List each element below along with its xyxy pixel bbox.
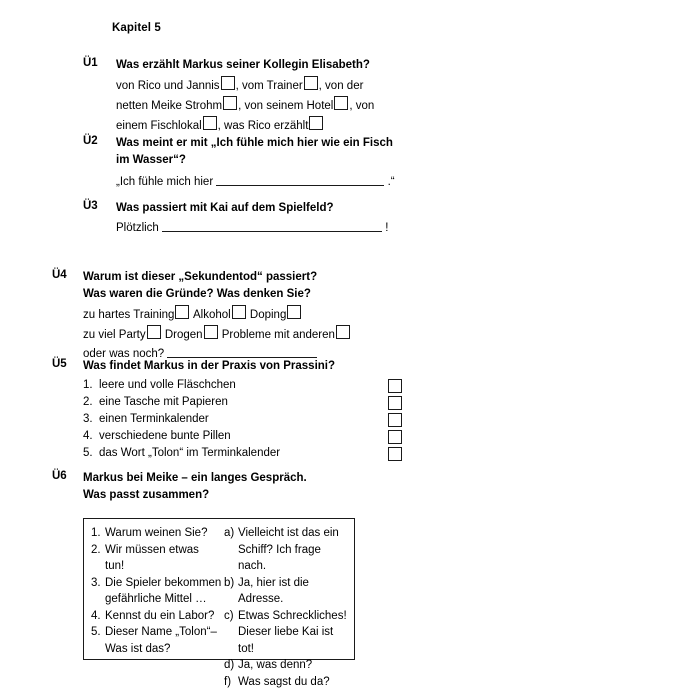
list-index: 3. (83, 411, 97, 428)
answer-prefix: Plötzlich (116, 222, 159, 234)
checkbox-2[interactable] (304, 76, 318, 90)
answer-line (116, 172, 636, 192)
match-text-cont: gefährliche Mittel … (105, 591, 223, 608)
match-label: a) (224, 525, 234, 542)
list-item (83, 377, 603, 394)
answer-blank[interactable] (216, 175, 384, 186)
match-text: Ja, hier ist die Adresse. (238, 575, 350, 608)
list-item (83, 445, 603, 462)
checkbox-5[interactable] (388, 447, 402, 461)
exercise-content (116, 135, 636, 192)
checkbox-1[interactable] (175, 305, 189, 319)
question-text-line2: Was waren die Gründe? Was denken Sie? (83, 286, 603, 303)
match-text-cont: Dieser liebe Kai ist tot! (238, 624, 350, 657)
list-index: 2. (83, 394, 97, 411)
exercise-content (116, 200, 636, 238)
option-label-2: , vom Trainer (236, 80, 303, 92)
option-label-3: Doping (250, 309, 286, 321)
option-label-7: einem Fischlokal (116, 120, 202, 132)
match-text: Kennst du ein Labor? (105, 608, 223, 625)
option-label-1: von Rico und Jannis (116, 80, 220, 92)
answer-suffix: .“ (388, 176, 395, 188)
checkbox-4[interactable] (334, 96, 348, 110)
match-item-4[interactable] (91, 608, 223, 625)
list-label: einen Terminkalender (99, 411, 209, 428)
checkbox-2[interactable] (232, 305, 246, 319)
list-label: eine Tasche mit Papieren (99, 394, 228, 411)
question-text-line1: Was meint er mit „Ich fühle mich hier wie ein Fisch (116, 135, 636, 152)
question-text: Was findet Markus in der Praxis von Prassini? (83, 358, 603, 375)
list-item (83, 411, 603, 428)
exercise-number: Ü3 (83, 200, 109, 212)
exercise-content (83, 269, 603, 364)
match-text: Etwas Schreckliches! (238, 608, 350, 625)
list-label: leere und volle Fläschchen (99, 377, 236, 394)
match-text: Die Spieler bekommen (105, 575, 223, 592)
chapter-title: Kapitel 5 (112, 22, 161, 34)
list-item (83, 394, 603, 411)
checkbox-4[interactable] (147, 325, 161, 339)
list-item (83, 428, 603, 445)
match-text: Ja, was denn? (238, 657, 350, 674)
checkbox-4[interactable] (388, 430, 402, 444)
answer-options (116, 76, 636, 136)
exercise-number: Ü4 (52, 269, 78, 281)
match-item-5[interactable] (91, 624, 223, 657)
list-index: 1. (83, 377, 97, 394)
match-text: Wir müssen etwas (105, 542, 223, 559)
exercise-content (116, 57, 636, 136)
match-label: 4. (91, 608, 101, 625)
match-label: f) (224, 674, 231, 690)
checkbox-5[interactable] (203, 116, 217, 130)
option-label-7: oder was noch? (83, 348, 164, 360)
checkbox-6[interactable] (309, 116, 323, 130)
answer-suffix: ! (385, 222, 388, 234)
option-label-3: , von der (319, 80, 364, 92)
matching-right-column (224, 525, 350, 690)
question-text-line1: Warum ist dieser „Sekundentod“ passiert? (83, 269, 603, 286)
match-label: b) (224, 575, 234, 592)
match-option-f[interactable] (224, 674, 350, 690)
match-label: 3. (91, 575, 101, 592)
match-item-2[interactable] (91, 542, 223, 575)
match-item-1[interactable] (91, 525, 223, 542)
option-label-6: , von (349, 100, 374, 112)
question-text: Was passiert mit Kai auf dem Spielfeld? (116, 200, 636, 217)
option-label-4: zu viel Party (83, 329, 146, 341)
question-text-line2: Was passt zusammen? (83, 487, 603, 504)
matching-left-column (91, 525, 223, 657)
matching-exercise-box (83, 518, 355, 660)
exercise-content (83, 470, 603, 504)
list-label: das Wort „Tolon“ im Terminkalender (99, 445, 280, 462)
answer-prefix: „Ich fühle mich hier (116, 176, 213, 188)
match-label: 2. (91, 542, 101, 559)
match-label: c) (224, 608, 234, 625)
match-option-c[interactable] (224, 608, 350, 658)
question-text-line2: im Wasser“? (116, 152, 636, 169)
exercise-number: Ü1 (83, 57, 109, 69)
checkbox-3[interactable] (287, 305, 301, 319)
list-index: 4. (83, 428, 97, 445)
question-text: Was erzählt Markus seiner Kollegin Elisabeth? (116, 57, 636, 74)
exercise-number: Ü6 (52, 470, 78, 482)
match-text: Dieser Name „Tolon“– (105, 624, 223, 641)
match-text-cont: Schiff? Ich frage nach. (238, 542, 350, 575)
checkbox-5[interactable] (204, 325, 218, 339)
match-option-d[interactable] (224, 657, 350, 674)
match-option-b[interactable] (224, 575, 350, 608)
match-text: Was sagst du da? (238, 674, 350, 690)
match-label: 1. (91, 525, 101, 542)
answer-blank[interactable] (162, 221, 382, 232)
checkbox-2[interactable] (388, 396, 402, 410)
answer-list (83, 377, 603, 462)
exercise-number: Ü5 (52, 358, 78, 370)
answer-blank[interactable] (167, 347, 317, 358)
checkbox-3[interactable] (223, 96, 237, 110)
answer-options (83, 305, 603, 364)
option-label-5: Drogen (165, 329, 203, 341)
match-label: 5. (91, 624, 101, 641)
match-text: Warum weinen Sie? (105, 525, 223, 542)
option-label-5: , von seinem Hotel (238, 100, 333, 112)
match-text-cont: tun! (105, 558, 223, 575)
match-option-a[interactable] (224, 525, 350, 575)
match-item-3[interactable] (91, 575, 223, 608)
option-label-1: zu hartes Training (83, 309, 174, 321)
list-label: verschiedene bunte Pillen (99, 428, 231, 445)
option-label-8: , was Rico erzählt (218, 120, 309, 132)
question-text-line1: Markus bei Meike – ein langes Gespräch. (83, 470, 603, 487)
match-label: d) (224, 657, 234, 674)
checkbox-1[interactable] (221, 76, 235, 90)
option-label-6: Probleme mit anderen (222, 329, 335, 341)
list-index: 5. (83, 445, 97, 462)
option-label-4: netten Meike Strohm (116, 100, 222, 112)
match-text-cont: Was ist das? (105, 641, 223, 658)
answer-line (116, 218, 636, 238)
checkbox-3[interactable] (388, 413, 402, 427)
option-label-2: Alkohol (193, 309, 231, 321)
exercise-number: Ü2 (83, 135, 109, 147)
checkbox-1[interactable] (388, 379, 402, 393)
exercise-content (83, 358, 603, 462)
match-text: Vielleicht ist das ein (238, 525, 350, 542)
checkbox-6[interactable] (336, 325, 350, 339)
